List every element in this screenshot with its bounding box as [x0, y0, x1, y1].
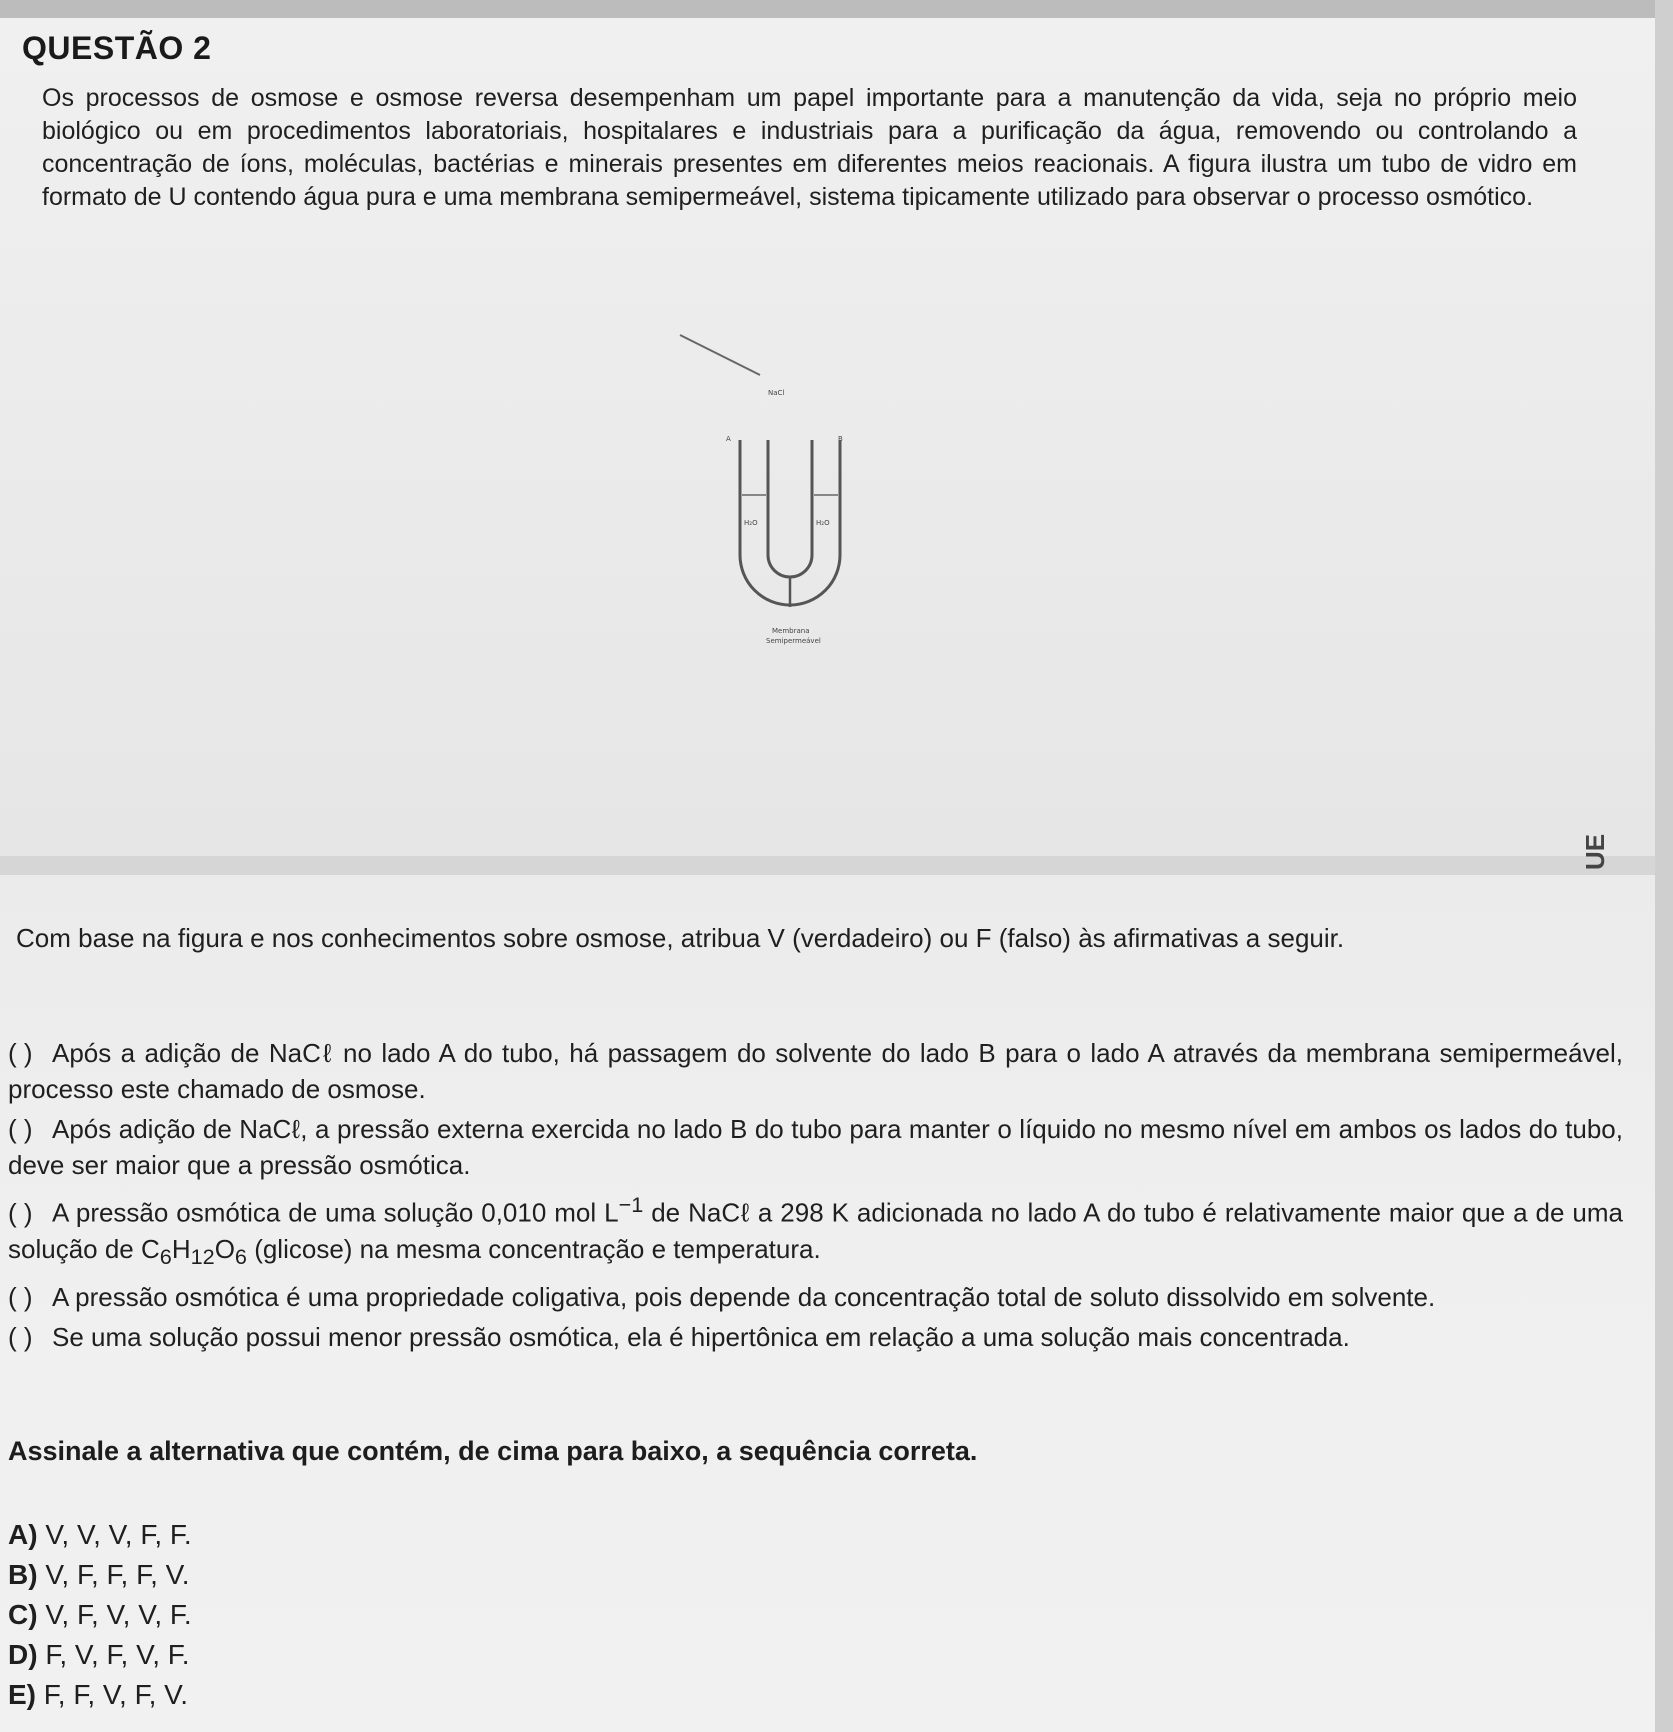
question-title: QUESTÃO 2 — [22, 30, 212, 66]
edge-mark: UE — [1580, 833, 1610, 870]
option-b-letter: B) — [8, 1559, 38, 1590]
side-b-label: B — [838, 435, 843, 443]
statement-2-text: Após adição de NaCℓ, a pressão externa exercida no lado B do tubo para manter o líquido no mesmo nível em ambos os lados do tubo, deve ser maior que a pressão osmótica. — [8, 1114, 1623, 1180]
option-a-text: V, V, V, F, F. — [45, 1519, 192, 1550]
instruction-text: Assinale a alternativa que contém, de cima para baixo, a sequência correta. — [8, 1436, 978, 1466]
statement-4-text: A pressão osmótica é uma propriedade coligativa, pois depende da concentração total de soluto dissolvido em solvente. — [52, 1281, 1436, 1312]
u-tube-diagram — [726, 345, 960, 690]
answer-blank-3: ( ) — [8, 1197, 33, 1228]
statement-5 — [8, 1319, 1623, 1355]
formula-h: H — [171, 1233, 191, 1264]
option-d-text: F, V, F, V, F. — [45, 1639, 190, 1670]
answer-blank-2: ( ) — [8, 1114, 33, 1144]
statement-3-text-before: A pressão osmótica de uma solução 0,010 mol — [52, 1197, 605, 1228]
membrane-label-2: Semipermeável — [766, 637, 821, 645]
option-c[interactable] — [8, 1595, 192, 1635]
answer-options — [8, 1515, 192, 1715]
formula-h-sub: 12 — [190, 1243, 215, 1269]
unit-exponent: −1 — [618, 1192, 644, 1217]
statement-1-text: Após a adição de NaCℓ no lado A do tubo, há passagem do solvente do lado B para o lado A através da membrana semipermeável, processo este chamado de osmose. — [8, 1038, 1623, 1104]
statement-3 — [8, 1187, 1623, 1275]
option-e-letter: E) — [8, 1679, 36, 1710]
option-e[interactable] — [8, 1675, 192, 1715]
sheet-gap — [0, 856, 1673, 875]
formula-o: O — [214, 1233, 235, 1264]
option-e-text: F, F, V, F, V. — [43, 1679, 189, 1710]
answer-blank-1: ( ) — [8, 1038, 33, 1068]
statement-3-text-after: (glicose) na mesma concentração e temperatura. — [246, 1233, 821, 1264]
page-edge — [1655, 0, 1673, 1732]
u-tube-figure — [726, 345, 960, 690]
statement-3-text-mid: de NaCℓ a 298 K adicionada no lado A do tubo é relativamente maior que a de uma solução de — [8, 1197, 1623, 1264]
statement-list — [8, 1035, 1623, 1359]
prompt-lead: Com base na figura e nos conhecimentos sobre osmose, atribua V (verdadeiro) ou F (falso) às afirmativas a seguir. — [16, 923, 1345, 953]
answer-blank-4: ( ) — [8, 1281, 33, 1312]
statement-2 — [8, 1111, 1623, 1183]
option-a-letter: A) — [8, 1519, 38, 1550]
question-intro: Os processos de osmose e osmose reversa desempenham um papel importante para a manutenção da vida, seja no próprio meio biológico ou em procedimentos laboratoriais, hospitalares e industriais para a purificação da água, removendo ou controlando a concentração de íons, moléculas, bactérias e minerais presentes em diferentes meios reacionais. A figura ilustra um tubo de vidro em formato de U contendo água pura e uma membrana semipermeável, sistema tipicamente utilizado para observar o processo osmótico. — [42, 84, 1577, 211]
formula-c: C — [140, 1233, 160, 1264]
solute-label: NaCl — [768, 389, 785, 397]
option-d[interactable] — [8, 1635, 192, 1675]
option-b[interactable] — [8, 1555, 192, 1595]
option-c-letter: C) — [8, 1599, 38, 1630]
formula-o-sub: 6 — [234, 1243, 247, 1269]
water-right-label: H₂O — [816, 519, 830, 527]
option-b-text: V, F, F, F, V. — [45, 1559, 190, 1590]
option-d-letter: D) — [8, 1639, 38, 1670]
membrane-label-1: Membrana — [772, 627, 810, 635]
option-a[interactable] — [8, 1515, 192, 1555]
side-a-label: A — [726, 435, 731, 443]
water-left-label: H₂O — [744, 519, 758, 527]
formula-c-sub: 6 — [159, 1243, 172, 1269]
unit-base: L — [604, 1197, 619, 1228]
option-c-text: V, F, V, V, F. — [45, 1599, 192, 1630]
u-tube-inner — [768, 440, 812, 577]
statement-4 — [8, 1279, 1623, 1315]
answer-blank-5: ( ) — [8, 1321, 33, 1352]
statement-5-text: Se uma solução possui menor pressão osmótica, ela é hipertônica em relação a uma solução mais concentrada. — [52, 1321, 1350, 1352]
statement-1 — [8, 1035, 1623, 1107]
